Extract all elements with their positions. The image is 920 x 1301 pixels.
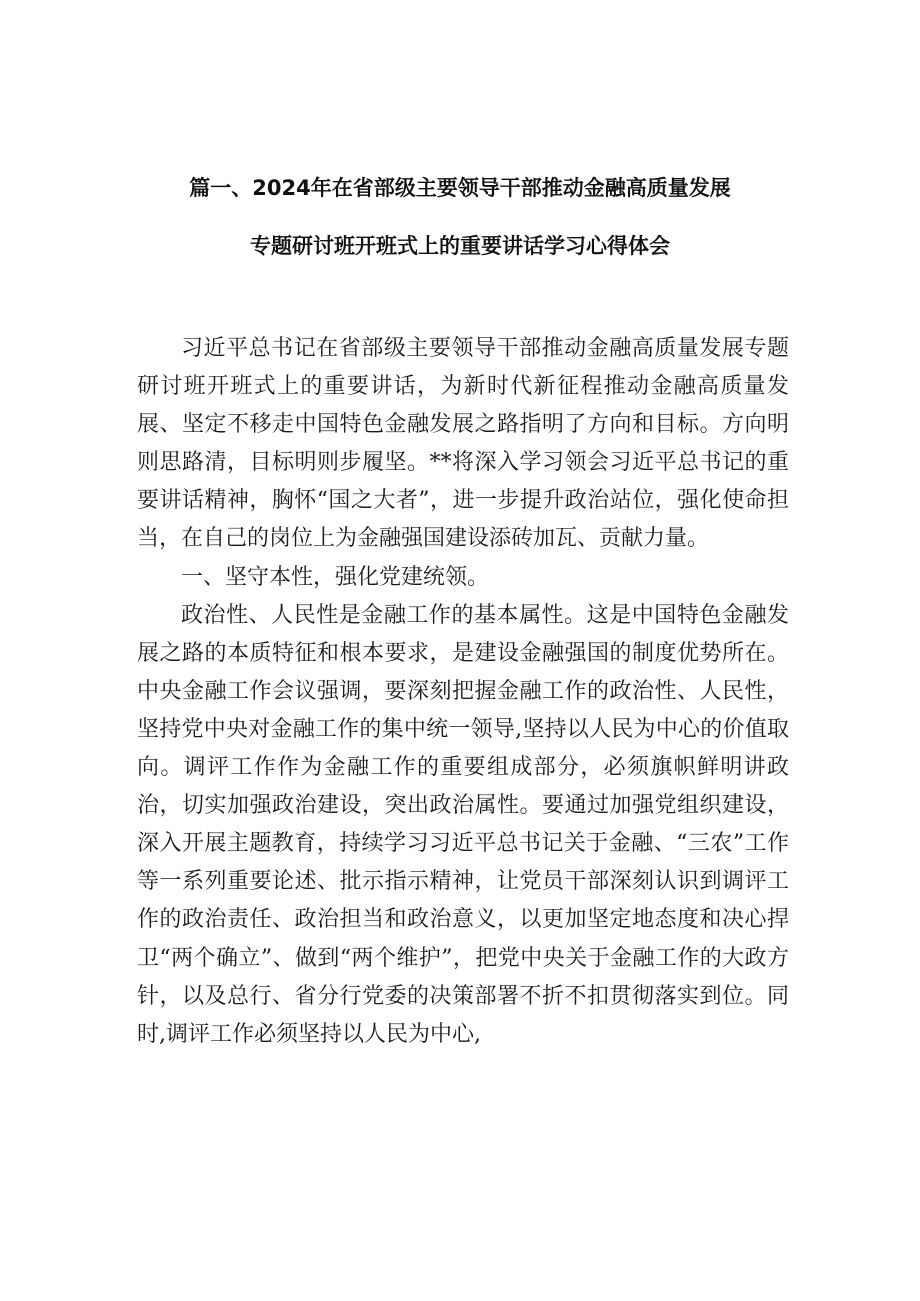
document-title-line-2: 专题研讨班开班式上的重要讲话学习心得体会 bbox=[250, 234, 670, 258]
document-body bbox=[137, 330, 789, 1054]
document-title-line-1: 篇一、2024年在省部级主要领导干部推动金融高质量发展 bbox=[189, 176, 731, 200]
paragraph-intro: 习近平总书记在省部级主要领导干部推动金融高质量发展专题研讨班开班式上的重要讲话，为新时代新征程推动金融高质量发展、坚定不移走中国特色金融发展之路指明了方向和目标。方向明则思路清，目标明则步履坚。**将深入学习领会习近平总书记的重要讲话精神，胸怀“国之大者”，进一步提升政治站位，强化使命担当，在自己的岗位上为金融强国建设添砖加瓦、贡献力量。 bbox=[137, 336, 789, 552]
paragraph-section-1: 政治性、人民性是金融工作的基本属性。这是中国特色金融发展之路的本质特征和根本要求，是建设金融强国的制度优势所在。中央金融工作会议强调，要深刻把握金融工作的政治性、人民性，坚持党中央对金融工作的集中统一领导,坚持以人民为中心的价值取向。调评工作作为金融工作的重要组成部分，必须旗帜鲜明讲政治，切实加强政治建设，突出政治属性。要通过加强党组织建设，深入开展主题教育，持续学习习近平总书记关于金融、“三农”工作等一系列重要论述、批示指示精神，让党员干部深刻认识到调评工作的政治责任、政治担当和政治意义，以更加坚定地态度和决心捍卫“两个确立”、做到“两个维护”，把党中央关于金融工作的大政方针，以及总行、省分行党委的决策部署不折不扣贯彻落实到位。同时,调评工作必须坚持以人民为中心, bbox=[137, 602, 789, 1047]
section-heading-1: 一、坚守本性，强化党建统领。 bbox=[181, 564, 490, 590]
